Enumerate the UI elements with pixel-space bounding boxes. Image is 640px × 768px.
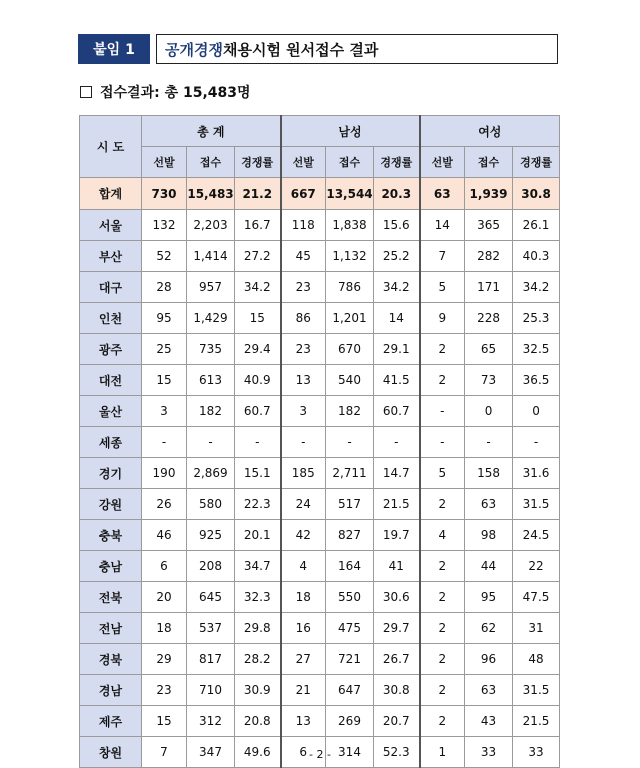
region-cell: 제주	[80, 706, 142, 737]
table-cell: 550	[326, 582, 374, 613]
table-cell: 158	[465, 458, 513, 489]
table-cell: 282	[465, 241, 513, 272]
table-cell: 42	[281, 520, 326, 551]
table-cell: -	[513, 427, 560, 458]
table-cell: 18	[281, 582, 326, 613]
table-cell: 314	[326, 737, 374, 768]
table-cell: 16.7	[235, 210, 281, 241]
table-row	[80, 365, 560, 396]
region-cell: 세종	[80, 427, 142, 458]
table-cell: 31.6	[513, 458, 560, 489]
table-row	[80, 427, 560, 458]
table-cell: 40.3	[513, 241, 560, 272]
table-cell: 2	[420, 489, 465, 520]
table-cell: 1,939	[465, 178, 513, 210]
table-cell: 21.2	[235, 178, 281, 210]
table-cell: 208	[187, 551, 235, 582]
table-cell: 2	[420, 613, 465, 644]
table-cell: 13	[281, 365, 326, 396]
table-cell: 475	[326, 613, 374, 644]
table-cell: -	[281, 427, 326, 458]
table-cell: 60.7	[235, 396, 281, 427]
table-cell: 16	[281, 613, 326, 644]
table-cell: 3	[142, 396, 187, 427]
table-cell: 25.2	[374, 241, 420, 272]
table-cell: 15	[142, 706, 187, 737]
table-cell: 164	[326, 551, 374, 582]
table-cell: 25.3	[513, 303, 560, 334]
table-row	[80, 458, 560, 489]
region-cell: 강원	[80, 489, 142, 520]
page-number: - 2 -	[309, 748, 331, 761]
table-cell: 645	[187, 582, 235, 613]
table-cell: 2,711	[326, 458, 374, 489]
table-cell: 62	[465, 613, 513, 644]
table-cell: -	[374, 427, 420, 458]
region-cell: 전북	[80, 582, 142, 613]
table-cell: 34.2	[374, 272, 420, 303]
region-header: 시 도	[80, 116, 142, 178]
column-header: 접수	[187, 147, 235, 178]
table-cell: 132	[142, 210, 187, 241]
table-cell: 48	[513, 644, 560, 675]
table-cell: 827	[326, 520, 374, 551]
table-cell: 23	[281, 334, 326, 365]
table-cell: 95	[142, 303, 187, 334]
table-cell: 517	[326, 489, 374, 520]
table-cell: 26	[142, 489, 187, 520]
summary-text: 접수결과: 총 15,483명	[100, 85, 251, 101]
table-cell: 21.5	[374, 489, 420, 520]
table-row	[80, 644, 560, 675]
table-row	[80, 582, 560, 613]
total-row	[80, 178, 560, 210]
table-cell: 3	[281, 396, 326, 427]
table-cell: 1,838	[326, 210, 374, 241]
table-cell: 44	[465, 551, 513, 582]
table-cell: 9	[420, 303, 465, 334]
table-cell: 63	[465, 489, 513, 520]
region-cell: 합계	[80, 178, 142, 210]
table-cell: 721	[326, 644, 374, 675]
table-cell: 182	[326, 396, 374, 427]
region-cell: 인천	[80, 303, 142, 334]
table-cell: 41.5	[374, 365, 420, 396]
table-cell: -	[326, 427, 374, 458]
table-cell: 20.7	[374, 706, 420, 737]
table-cell: 28	[142, 272, 187, 303]
table-cell: -	[187, 427, 235, 458]
table-cell: -	[420, 427, 465, 458]
table-cell: 33	[465, 737, 513, 768]
column-header: 경쟁률	[235, 147, 281, 178]
title-accent: 공개경쟁	[165, 40, 223, 59]
table-cell: 15	[142, 365, 187, 396]
table-cell: 15.1	[235, 458, 281, 489]
table-cell: 29.1	[374, 334, 420, 365]
table-row	[80, 334, 560, 365]
column-header: 접수	[326, 147, 374, 178]
table-cell: 13,544	[326, 178, 374, 210]
table-cell: 36.5	[513, 365, 560, 396]
table-cell: 957	[187, 272, 235, 303]
table-cell: 4	[281, 551, 326, 582]
table-cell: 32.3	[235, 582, 281, 613]
table-cell: 2	[420, 551, 465, 582]
attachment-badge: 붙임 1	[78, 34, 150, 64]
table-cell: 26.7	[374, 644, 420, 675]
table-cell: 95	[465, 582, 513, 613]
table-cell: 98	[465, 520, 513, 551]
table-cell: 7	[420, 241, 465, 272]
table-cell: 2	[420, 644, 465, 675]
table-cell: 228	[465, 303, 513, 334]
table-cell: 25	[142, 334, 187, 365]
table-cell: 269	[326, 706, 374, 737]
region-cell: 광주	[80, 334, 142, 365]
table-row	[80, 613, 560, 644]
summary-line	[80, 82, 251, 102]
document-title	[156, 34, 558, 64]
table-cell: 0	[465, 396, 513, 427]
table-cell: 52.3	[374, 737, 420, 768]
table-cell: 710	[187, 675, 235, 706]
table-cell: 580	[187, 489, 235, 520]
table-cell: 171	[465, 272, 513, 303]
checkbox-icon	[80, 86, 92, 98]
table-cell: 15,483	[187, 178, 235, 210]
table-row	[80, 396, 560, 427]
table-row	[80, 675, 560, 706]
table-cell: 730	[142, 178, 187, 210]
table-cell: 537	[187, 613, 235, 644]
region-cell: 충북	[80, 520, 142, 551]
table-cell: 31.5	[513, 675, 560, 706]
table-cell: 7	[142, 737, 187, 768]
table-cell: 540	[326, 365, 374, 396]
table-cell: 86	[281, 303, 326, 334]
table-cell: 96	[465, 644, 513, 675]
table-cell: 14.7	[374, 458, 420, 489]
column-header: 선발	[420, 147, 465, 178]
table-cell: 18	[142, 613, 187, 644]
table-cell: 32.5	[513, 334, 560, 365]
table-cell: -	[142, 427, 187, 458]
table-cell: 925	[187, 520, 235, 551]
table-cell: 24	[281, 489, 326, 520]
results-table	[79, 115, 560, 768]
table-cell: 31.5	[513, 489, 560, 520]
table-cell: 20.1	[235, 520, 281, 551]
table-cell: 29	[142, 644, 187, 675]
table-cell: 34.2	[513, 272, 560, 303]
table-cell: 52	[142, 241, 187, 272]
region-cell: 전남	[80, 613, 142, 644]
table-cell: 1,201	[326, 303, 374, 334]
table-cell: 613	[187, 365, 235, 396]
table-cell: 365	[465, 210, 513, 241]
table-cell: 26.1	[513, 210, 560, 241]
column-header: 경쟁률	[513, 147, 560, 178]
table-cell: 63	[420, 178, 465, 210]
table-cell: 786	[326, 272, 374, 303]
table-cell: 1,132	[326, 241, 374, 272]
table-row	[80, 706, 560, 737]
table-cell: 312	[187, 706, 235, 737]
table-cell: 667	[281, 178, 326, 210]
table-cell: 33	[513, 737, 560, 768]
title-rest: 채용시험 원서접수 결과	[222, 40, 379, 59]
table-row	[80, 241, 560, 272]
table-cell: 31	[513, 613, 560, 644]
table-cell: 2,869	[187, 458, 235, 489]
region-cell: 경북	[80, 644, 142, 675]
table-cell: 15	[235, 303, 281, 334]
region-cell: 경남	[80, 675, 142, 706]
table-cell: 20.3	[374, 178, 420, 210]
table-cell: 14	[420, 210, 465, 241]
region-cell: 대전	[80, 365, 142, 396]
table-cell: 73	[465, 365, 513, 396]
table-cell: 817	[187, 644, 235, 675]
region-cell: 창원	[80, 737, 142, 768]
table-cell: 29.8	[235, 613, 281, 644]
table-cell: 28.2	[235, 644, 281, 675]
table-cell: 670	[326, 334, 374, 365]
table-cell: 1,414	[187, 241, 235, 272]
group-header-male: 남성	[281, 116, 420, 147]
table-cell: 118	[281, 210, 326, 241]
table-cell: 24.5	[513, 520, 560, 551]
table-row	[80, 210, 560, 241]
group-header-total: 총 계	[142, 116, 281, 147]
document-header	[78, 34, 558, 64]
table-cell: 65	[465, 334, 513, 365]
table-cell: 45	[281, 241, 326, 272]
group-header-female: 여성	[420, 116, 560, 147]
region-cell: 울산	[80, 396, 142, 427]
table-cell: 182	[187, 396, 235, 427]
table-cell: 2	[420, 706, 465, 737]
table-cell: 2	[420, 675, 465, 706]
region-cell: 경기	[80, 458, 142, 489]
table-cell: 4	[420, 520, 465, 551]
table-cell: 21.5	[513, 706, 560, 737]
table-cell: 49.6	[235, 737, 281, 768]
table-cell: 185	[281, 458, 326, 489]
table-cell: 29.7	[374, 613, 420, 644]
table-cell: 22	[513, 551, 560, 582]
table-cell: 43	[465, 706, 513, 737]
table-cell: 30.6	[374, 582, 420, 613]
table-cell: 27.2	[235, 241, 281, 272]
table-cell: 2,203	[187, 210, 235, 241]
table-cell: 63	[465, 675, 513, 706]
table-row	[80, 272, 560, 303]
region-cell: 대구	[80, 272, 142, 303]
table-cell: 1,429	[187, 303, 235, 334]
column-header: 접수	[465, 147, 513, 178]
column-header: 선발	[281, 147, 326, 178]
table-cell: 29.4	[235, 334, 281, 365]
table-cell: 30.8	[513, 178, 560, 210]
table-cell: 5	[420, 458, 465, 489]
table-cell: 13	[281, 706, 326, 737]
table-cell: 41	[374, 551, 420, 582]
table-cell: 2	[420, 334, 465, 365]
table-cell: 6	[281, 737, 326, 768]
table-cell: -	[465, 427, 513, 458]
region-cell: 충남	[80, 551, 142, 582]
table-cell: 23	[281, 272, 326, 303]
table-cell: -	[235, 427, 281, 458]
table-cell: 23	[142, 675, 187, 706]
region-cell: 서울	[80, 210, 142, 241]
table-cell: 47.5	[513, 582, 560, 613]
table-cell: 27	[281, 644, 326, 675]
column-header: 선발	[142, 147, 187, 178]
table-cell: 34.2	[235, 272, 281, 303]
table-cell: 2	[420, 582, 465, 613]
table-cell: 34.7	[235, 551, 281, 582]
table-cell: 5	[420, 272, 465, 303]
table-row	[80, 551, 560, 582]
table-cell: 22.3	[235, 489, 281, 520]
table-cell: 190	[142, 458, 187, 489]
table-cell: 60.7	[374, 396, 420, 427]
table-cell: -	[420, 396, 465, 427]
column-header: 경쟁률	[374, 147, 420, 178]
table-cell: 40.9	[235, 365, 281, 396]
table-cell: 30.9	[235, 675, 281, 706]
table-cell: 46	[142, 520, 187, 551]
table-cell: 347	[187, 737, 235, 768]
table-cell: 647	[326, 675, 374, 706]
table-cell: 14	[374, 303, 420, 334]
region-cell: 부산	[80, 241, 142, 272]
table-cell: 19.7	[374, 520, 420, 551]
table-cell: 30.8	[374, 675, 420, 706]
table-cell: 15.6	[374, 210, 420, 241]
table-cell: 21	[281, 675, 326, 706]
table-row	[80, 489, 560, 520]
table-cell: 735	[187, 334, 235, 365]
table-cell: 2	[420, 365, 465, 396]
table-row	[80, 303, 560, 334]
table-cell: 0	[513, 396, 560, 427]
table-cell: 20	[142, 582, 187, 613]
table-cell: 6	[142, 551, 187, 582]
table-cell: 20.8	[235, 706, 281, 737]
table-row	[80, 520, 560, 551]
table-cell: 1	[420, 737, 465, 768]
